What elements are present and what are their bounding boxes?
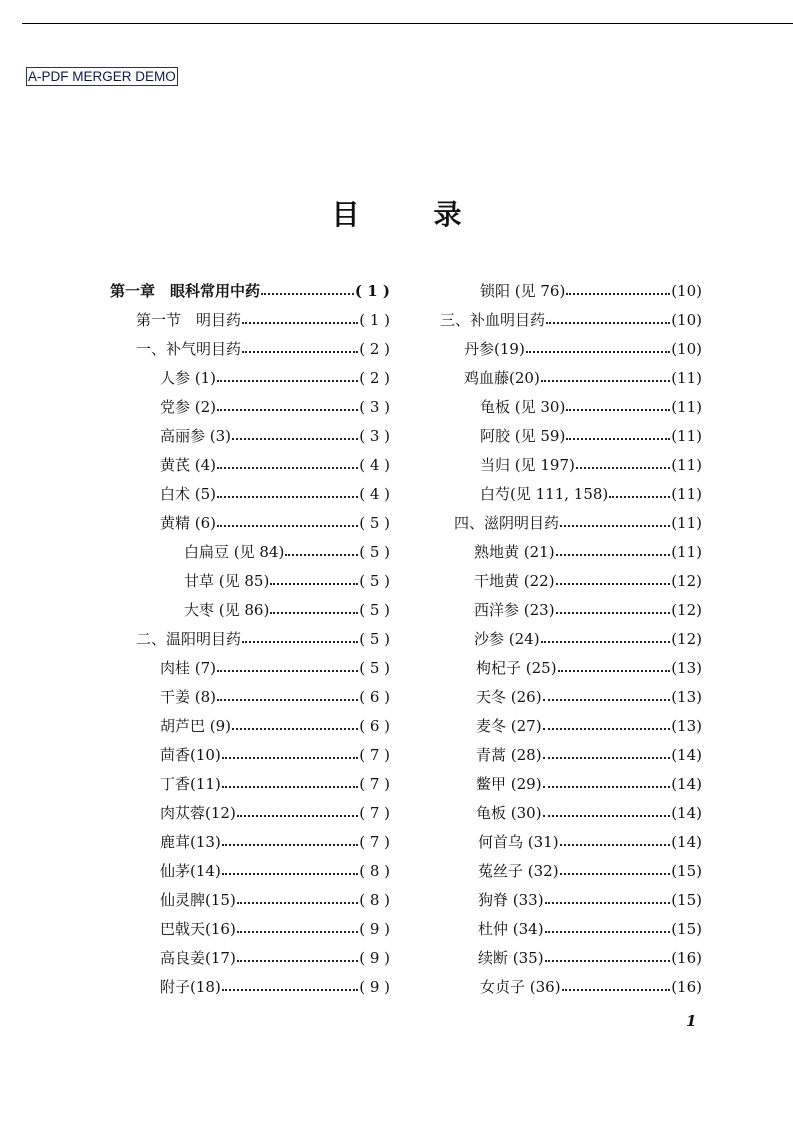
toc-entry-label: 何首乌 (31) — [478, 833, 559, 851]
toc-entry-label: 鹿茸(13) — [160, 833, 221, 851]
toc-entry-label: 四、滋阴明目药 — [454, 514, 560, 532]
toc-entry-page: (11) — [671, 368, 702, 387]
dot-leader — [543, 684, 671, 701]
toc-entry-page: ( 6 ) — [359, 687, 390, 706]
toc-entry[interactable] — [440, 624, 702, 653]
toc-entry-label: 天冬 (26) — [476, 688, 542, 706]
toc-entry-label: 续断 (35) — [478, 949, 544, 967]
toc-entry-page: (11) — [671, 397, 702, 416]
dot-leader — [526, 336, 670, 353]
toc-entry[interactable] — [440, 595, 702, 624]
toc-entry[interactable] — [110, 479, 390, 508]
page-title — [0, 193, 793, 233]
dot-leader — [543, 742, 671, 759]
toc-entry-page: (11) — [671, 455, 702, 474]
toc-entry-label: 鸡血藤(20) — [464, 369, 540, 387]
dot-leader — [217, 452, 358, 469]
toc-entry-label: 甘草 (见 85) — [184, 572, 270, 590]
dot-leader — [545, 887, 671, 904]
watermark-banner: A-PDF MERGER DEMO — [28, 69, 176, 84]
toc-entry[interactable] — [110, 740, 390, 769]
dot-leader — [543, 771, 671, 788]
toc-entry[interactable] — [110, 769, 390, 798]
toc-entry-label: 肉苁蓉(12) — [160, 804, 236, 822]
dot-leader — [560, 858, 671, 875]
toc-entry[interactable] — [110, 943, 390, 972]
dot-leader — [609, 481, 670, 498]
dot-leader — [222, 742, 358, 759]
toc-entry-page: (10) — [671, 281, 702, 300]
toc-entry-label: 第一章 眼科常用中药 — [110, 282, 261, 300]
toc-entry-page: ( 9 ) — [359, 919, 390, 938]
toc-entry-label: 当归 (见 197) — [480, 456, 575, 474]
toc-entry-label: 一、补气明目药 — [136, 340, 242, 358]
toc-entry-label: 麦冬 (27) — [476, 717, 542, 735]
toc-entry-label: 党参 (2) — [160, 398, 217, 416]
toc-entry-label: 高良姜(17) — [160, 949, 236, 967]
toc-entry[interactable] — [110, 885, 390, 914]
dot-leader — [556, 568, 671, 585]
dot-leader — [242, 626, 358, 643]
toc-entry-page: (14) — [671, 745, 702, 764]
toc-entry-label: 丹参(19) — [464, 340, 525, 358]
toc-entry[interactable] — [440, 276, 702, 305]
toc-entry-label: 杜仲 (34) — [478, 920, 544, 938]
toc-entry-label: 白扁豆 (见 84) — [184, 543, 285, 561]
toc-entry-page: (12) — [671, 571, 702, 590]
dot-leader — [217, 655, 358, 672]
toc-entry-label: 龟板 (见 30) — [480, 398, 566, 416]
toc-entry[interactable] — [110, 450, 390, 479]
dot-leader — [541, 365, 670, 382]
toc-entry-page: ( 1 ) — [354, 281, 390, 300]
dot-leader — [237, 945, 358, 962]
toc-entry-page: ( 5 ) — [359, 542, 390, 561]
toc-entry-page: ( 7 ) — [359, 832, 390, 851]
header-rule — [22, 23, 793, 24]
dot-leader — [237, 916, 358, 933]
dot-leader — [562, 974, 671, 991]
toc-entry-label: 丁香(11) — [160, 775, 221, 793]
toc-entry[interactable] — [440, 682, 702, 711]
toc-entry-label: 黄芪 (4) — [160, 456, 217, 474]
dot-leader — [217, 365, 358, 382]
toc-entry-page: ( 4 ) — [359, 484, 390, 503]
toc-entry-page: (14) — [671, 774, 702, 793]
dot-leader — [261, 278, 354, 295]
toc-entry-page: ( 7 ) — [359, 803, 390, 822]
toc-entry[interactable] — [440, 914, 702, 943]
toc-entry-page: (15) — [671, 861, 702, 880]
toc-entry-page: (15) — [671, 890, 702, 909]
dot-leader — [217, 481, 358, 498]
toc-entry-label: 熟地黄 (21) — [474, 543, 555, 561]
toc-entry-page: ( 2 ) — [359, 368, 390, 387]
toc-entry-page: (11) — [671, 542, 702, 561]
toc-entry-label: 第一节 明目药 — [136, 311, 242, 329]
toc-entry-label: 干地黄 (22) — [474, 572, 555, 590]
toc-entry[interactable] — [110, 276, 390, 305]
dot-leader — [546, 307, 670, 324]
toc-entry-label: 白芍(见 111, 158) — [480, 485, 609, 503]
toc-entry-label: 干姜 (8) — [160, 688, 217, 706]
toc-entry-page: (10) — [671, 339, 702, 358]
toc-entry[interactable] — [110, 711, 390, 740]
toc-entry-page: ( 5 ) — [359, 600, 390, 619]
toc-entry-page: (12) — [671, 600, 702, 619]
toc-entry[interactable] — [110, 537, 390, 566]
toc-entry-page: ( 3 ) — [359, 426, 390, 445]
toc-entry[interactable] — [110, 392, 390, 421]
dot-leader — [285, 539, 358, 556]
toc-entry[interactable] — [110, 363, 390, 392]
toc-entry-page: (12) — [671, 629, 702, 648]
toc-entry-label: 仙茅(14) — [160, 862, 221, 880]
toc-entry[interactable] — [110, 334, 390, 363]
toc-entry[interactable] — [110, 305, 390, 334]
toc-entry-page: (16) — [671, 977, 702, 996]
dot-leader — [545, 945, 671, 962]
toc-entry-page: ( 7 ) — [359, 774, 390, 793]
toc-entry-label: 菟丝子 (32) — [478, 862, 559, 880]
toc-entry-label: 茴香(10) — [160, 746, 221, 764]
toc-entry-label: 黄精 (6) — [160, 514, 217, 532]
toc-entry[interactable] — [440, 711, 702, 740]
toc-entry-page: ( 4 ) — [359, 455, 390, 474]
toc-entry[interactable] — [440, 856, 702, 885]
toc-entry-page: ( 9 ) — [359, 948, 390, 967]
toc-entry-label: 锁阳 (见 76) — [480, 282, 566, 300]
toc-entry-page: ( 2 ) — [359, 339, 390, 358]
toc-entry-label: 高丽参 (3) — [160, 427, 232, 445]
dot-leader — [545, 916, 671, 933]
dot-leader — [270, 568, 358, 585]
toc-entry-label: 巴戟天(16) — [160, 920, 236, 938]
toc-entry[interactable] — [110, 421, 390, 450]
toc-entry-label: 大枣 (见 86) — [184, 601, 270, 619]
toc-entry[interactable] — [440, 566, 702, 595]
toc-entry-label: 沙参 (24) — [474, 630, 540, 648]
dot-leader — [543, 800, 671, 817]
dot-leader — [237, 800, 358, 817]
toc-entry[interactable] — [110, 827, 390, 856]
dot-leader — [543, 713, 671, 730]
toc-entry-label: 女贞子 (36) — [480, 978, 561, 996]
toc-entry[interactable] — [110, 798, 390, 827]
dot-leader — [566, 423, 670, 440]
dot-leader — [232, 423, 358, 440]
toc-entry-label: 肉桂 (7) — [160, 659, 217, 677]
toc-entry-label: 附子(18) — [160, 978, 221, 996]
toc-entry-page: ( 8 ) — [359, 890, 390, 909]
toc-entry-page: (11) — [671, 513, 702, 532]
toc-entry-page: (11) — [671, 426, 702, 445]
toc-entry-page: (16) — [671, 948, 702, 967]
toc-entry[interactable] — [110, 856, 390, 885]
toc-entry-label: 龟板 (30) — [476, 804, 542, 822]
toc-entry[interactable] — [110, 682, 390, 711]
toc-entry[interactable] — [440, 972, 702, 1001]
toc-entry[interactable] — [440, 421, 702, 450]
toc-entry[interactable] — [440, 769, 702, 798]
toc-entry-page: ( 5 ) — [359, 658, 390, 677]
dot-leader — [217, 510, 358, 527]
toc-entry-page: ( 9 ) — [359, 977, 390, 996]
dot-leader — [541, 626, 671, 643]
dot-leader — [576, 452, 670, 469]
dot-leader — [222, 974, 358, 991]
dot-leader — [242, 336, 358, 353]
toc-entry-page: (14) — [671, 832, 702, 851]
toc-entry[interactable] — [440, 798, 702, 827]
toc-entry[interactable] — [440, 305, 702, 334]
toc-entry[interactable] — [440, 363, 702, 392]
dot-leader — [232, 713, 358, 730]
toc-entry-page: (13) — [671, 658, 702, 677]
toc-entry[interactable] — [110, 595, 390, 624]
toc-entry-page: ( 5 ) — [359, 629, 390, 648]
dot-leader — [222, 858, 358, 875]
dot-leader — [217, 394, 358, 411]
dot-leader — [237, 887, 358, 904]
toc-entry-page: ( 1 ) — [359, 310, 390, 329]
toc-entry[interactable] — [110, 914, 390, 943]
dot-leader — [558, 655, 671, 672]
toc-entry-label: 狗脊 (33) — [478, 891, 544, 909]
toc-right-column — [440, 276, 702, 1001]
toc-entry-page: ( 7 ) — [359, 745, 390, 764]
toc-entry-page: (15) — [671, 919, 702, 938]
toc-entry-label: 白术 (5) — [160, 485, 217, 503]
toc-entry-page: ( 5 ) — [359, 513, 390, 532]
toc-entry-label: 西洋参 (23) — [474, 601, 555, 619]
toc-entry-label: 阿胶 (见 59) — [480, 427, 566, 445]
toc-entry-page: ( 3 ) — [359, 397, 390, 416]
toc-entry[interactable] — [440, 479, 702, 508]
toc-entry[interactable] — [440, 392, 702, 421]
dot-leader — [560, 829, 671, 846]
toc-entry-label: 仙灵脾(15) — [160, 891, 236, 909]
title-char-2: 录 — [433, 198, 462, 231]
toc-entry[interactable] — [440, 653, 702, 682]
dot-leader — [566, 278, 670, 295]
toc-entry-label: 枸杞子 (25) — [476, 659, 557, 677]
toc-entry[interactable] — [440, 450, 702, 479]
toc-entry-page: (13) — [671, 687, 702, 706]
toc-entry-page: (11) — [671, 484, 702, 503]
toc-entry-page: (14) — [671, 803, 702, 822]
toc-entry[interactable] — [440, 885, 702, 914]
toc-entry[interactable] — [110, 566, 390, 595]
dot-leader — [242, 307, 358, 324]
toc-entry-page: (13) — [671, 716, 702, 735]
toc-entry-label: 人参 (1) — [160, 369, 217, 387]
toc-entry-page: ( 8 ) — [359, 861, 390, 880]
toc-entry[interactable] — [110, 508, 390, 537]
dot-leader — [566, 394, 670, 411]
toc-entry-page: (10) — [671, 310, 702, 329]
toc-entry[interactable] — [440, 508, 702, 537]
toc-entry[interactable] — [440, 740, 702, 769]
toc-entry-page: ( 6 ) — [359, 716, 390, 735]
toc-entry-label: 三、补血明目药 — [440, 311, 546, 329]
toc-entry[interactable] — [440, 827, 702, 856]
title-char-1: 目 — [331, 198, 360, 231]
dot-leader — [222, 771, 358, 788]
dot-leader — [556, 539, 671, 556]
dot-leader — [222, 829, 358, 846]
dot-leader — [556, 597, 671, 614]
toc-entry-label: 二、温阳明目药 — [136, 630, 242, 648]
page-number: 1 — [686, 1012, 697, 1030]
dot-leader — [560, 510, 670, 527]
dot-leader — [270, 597, 358, 614]
toc-entry[interactable] — [110, 624, 390, 653]
dot-leader — [217, 684, 358, 701]
toc-entry[interactable] — [110, 653, 390, 682]
toc-entry[interactable] — [440, 943, 702, 972]
toc-entry-page: ( 5 ) — [359, 571, 390, 590]
toc-entry-label: 胡芦巴 (9) — [160, 717, 232, 735]
toc-entry[interactable] — [110, 972, 390, 1001]
toc-entry[interactable] — [440, 334, 702, 363]
toc-left-column — [110, 276, 390, 1001]
toc-entry-label: 青蒿 (28) — [476, 746, 542, 764]
toc-entry-label: 鳖甲 (29) — [476, 775, 542, 793]
toc-entry[interactable] — [440, 537, 702, 566]
